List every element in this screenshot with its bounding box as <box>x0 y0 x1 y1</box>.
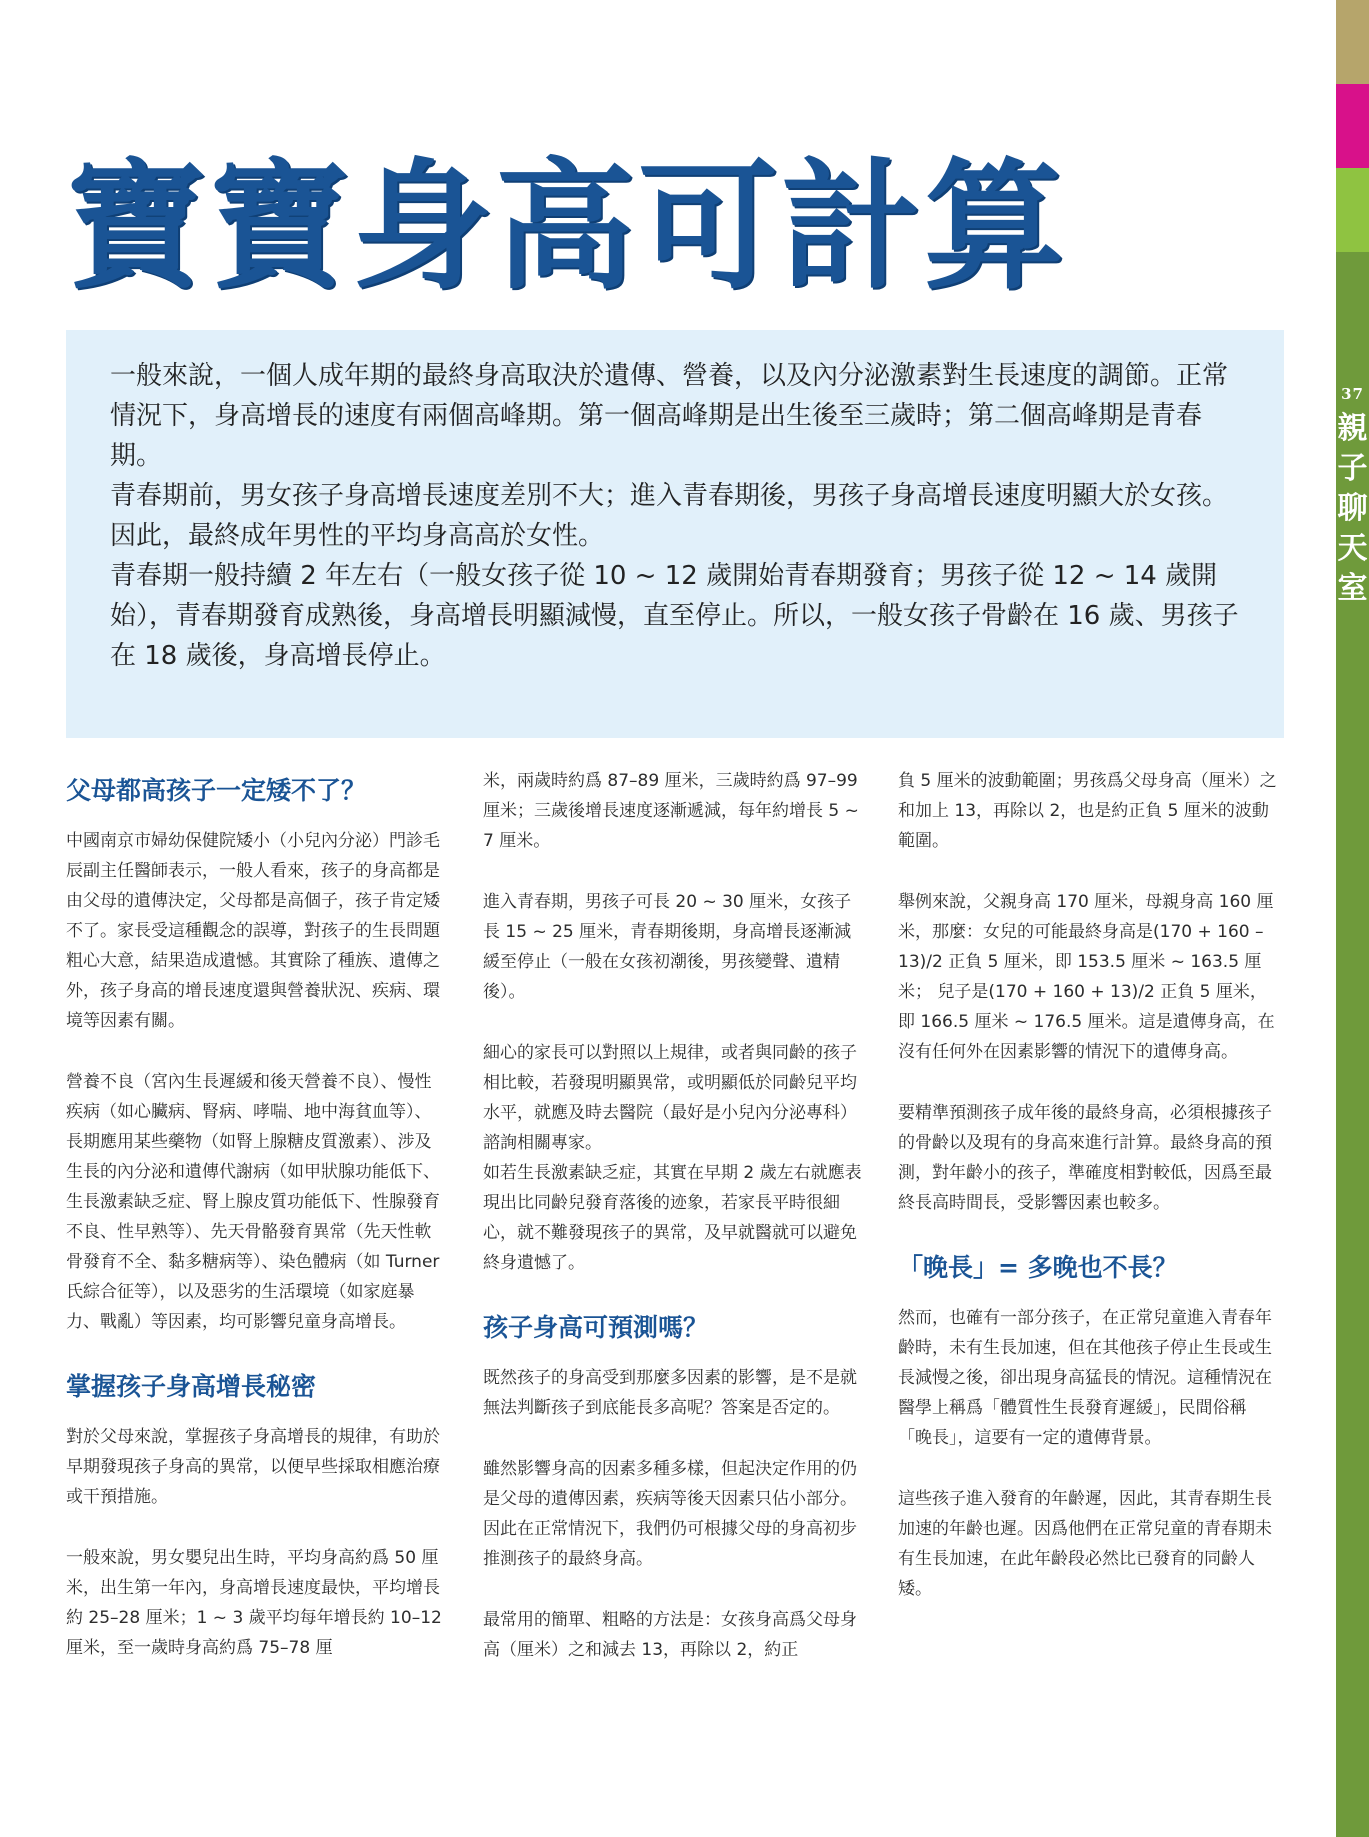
strip-segment-tan <box>1336 0 1369 84</box>
side-label <box>1336 385 1369 609</box>
body-paragraph: 雖然影響身高的因素多種多樣，但起決定作用的仍是父母的遺傳因素，疾病等後天因素只佔小部分。因此在正常情況下，我們仍可根據父母的身高初步推測孩子的最終身高。 <box>483 1459 857 1569</box>
body-paragraph: 要精準預測孩子成年後的最終身高，必須根據孩子的骨齡以及現有的身高來進行計算。最終身高的預測，對年齡小的孩子，準確度相對較低，因爲至最終長高時間長，受影響因素也較多。 <box>898 1103 1272 1213</box>
intro-paragraph: 青春期一般持續 2 年左右（一般女孩子從 10 ~ 12 歲開始青春期發育；男孩子從 12 ~ 14 歲開始），青春期發育成熟後，身高增長明顯減慢，直至停止。所以，一般女孩子骨齡在 16 歲、男孩子在 18 歲後，身高增長停止。 <box>110 561 1239 671</box>
body-paragraph: 對於父母來說，掌握孩子身高增長的規律，有助於早期發現孩子身高的異常，以便早些採取相應治療或干預措施。 <box>66 1427 440 1507</box>
page-number: 37 <box>1341 385 1364 403</box>
section-heading: 掌握孩子身高增長秘密 <box>66 1372 317 1401</box>
body-paragraph: 進入青春期，男孩子可長 20 ~ 30 厘米，女孩子長 15 ~ 25 厘米，青春期後期，身高增長逐漸減緩至停止（一般在女孩初潮後，男孩變聲、遺精後）。 <box>483 892 852 1002</box>
body-paragraph: 營養不良（宮內生長遲緩和後天營養不良）、慢性疾病（如心臟病、腎病、哮喘、地中海貧血等）、長期應用某些藥物（如腎上腺糖皮質激素）、涉及生長的內分泌和遺傳代謝病（如甲狀腺功能低下、生長激素缺乏症、腎上腺皮質功能低下、性腺發育不良、性早熟等）、先天骨骼發育異常（先天性軟骨發育不全、黏多糖病等）、染色體病（如 Turner 氏綜合征等），以及惡劣的生活環境（如家庭暴力、戰亂）等因素，均可影響兒童身高增長。 <box>66 1072 440 1332</box>
column-title-char: 室 <box>1337 571 1368 606</box>
section-heading: 父母都高孩子一定矮不了？ <box>66 776 367 805</box>
body-paragraph: 既然孩子的身高受到那麼多因素的影響，是不是就無法判斷孩子到底能長多高呢？答案是否定的。 <box>483 1368 857 1418</box>
strip-segment-lime <box>1336 168 1369 252</box>
body-paragraph: 這些孩子進入發育的年齡遲，因此，其青春期生長加速的年齡也遲。因爲他們在正常兒童的青春期未有生長加速，在此年齡段必然比已發育的同齡人矮。 <box>898 1489 1272 1599</box>
body-paragraph: 負 5 厘米的波動範圍；男孩爲父母身高（厘米）之和加上 13，再除以 2，也是約正負 5 厘米的波動範圍。 <box>898 771 1277 851</box>
article-column-1 <box>66 772 448 1694</box>
side-color-strip <box>1336 0 1369 1837</box>
body-paragraph: 細心的家長可以對照以上規律，或者與同齡的孩子相比較，若發現明顯異常，或明顯低於同齡兒平均水平，就應及時去醫院（最好是小兒內分泌專科）諮詢相關專家。 <box>483 1043 857 1153</box>
section-heading: 「晚長」= 多晚也不長？ <box>898 1253 1178 1282</box>
article-column-2 <box>483 766 865 1696</box>
body-paragraph: 最常用的簡單、粗略的方法是：女孩身高爲父母身高（厘米）之和減去 13，再除以 2，約正 <box>483 1610 857 1660</box>
section-heading: 孩子身高可預測嗎？ <box>483 1313 709 1342</box>
column-title-char: 聊 <box>1337 491 1368 526</box>
body-paragraph: 中國南京市婦幼保健院矮小（小兒內分泌）門診毛辰副主任醫師表示，一般人看來，孩子的身高都是由父母的遺傳決定，父母都是高個子，孩子肯定矮不了。家長受這種觀念的誤導，對孩子的生長問題粗心大意，結果造成遺憾。其實除了種族、遺傳之外，孩子身高的增長速度還與營養狀況、疾病、環境等因素有關。 <box>66 831 440 1031</box>
intro-paragraph: 青春期前，男女孩子身高增長速度差別不大；進入青春期後，男孩子身高增長速度明顯大於女孩。因此，最終成年男性的平均身高高於女性。 <box>110 481 1229 551</box>
body-paragraph: 然而，也確有一部分孩子，在正常兒童進入青春年齡時，未有生長加速，但在其他孩子停止生長或生長減慢之後，卻出現身高猛長的情況。這種情況在醫學上稱爲「體質性生長發育遲緩」，民間俗稱「晚長」，這要有一定的遺傳背景。 <box>898 1308 1272 1448</box>
intro-paragraph: 一般來說，一個人成年期的最終身高取決於遺傳、營養，以及內分泌激素對生長速度的調節。正常情況下，身高增長的速度有兩個高峰期。第一個高峰期是出生後至三歲時；第二個高峰期是青春期。 <box>110 361 1229 471</box>
intro-box <box>66 330 1284 738</box>
body-paragraph: 如若生長激素缺乏症，其實在早期 2 歲左右就應表現出比同齡兒發育落後的迹象，若家長平時很細心，就不難發現孩子的異常，及早就醫就可以避免終身遺憾了。 <box>483 1163 862 1273</box>
article-title: 寶寶身高可計算 <box>66 146 1068 309</box>
body-paragraph: 一般來說，男女嬰兒出生時，平均身高約爲 50 厘米，出生第一年內，身高增長速度最快，平均增長約 25–28 厘米；1 ~ 3 歲平均每年增長約 10–12 厘米，至一歲時身高約爲 75–78 厘 <box>66 1548 442 1658</box>
body-paragraph: 舉例來說，父親身高 170 厘米，母親身高 160 厘米，那麼：女兒的可能最終身高是(170 + 160 – 13)/2 正負 5 厘米，即 153.5 厘米 ~ 163.5 厘米； 兒子是(170 + 160 + 13)/2 正負 5 厘米，即 166.5 厘米 ~ 176.5 厘米。這是遺傳身高，在沒有任何外在因素影響的情況下的遺傳身高。 <box>898 892 1275 1062</box>
strip-segment-magenta <box>1336 84 1369 168</box>
column-title-char: 子 <box>1337 451 1368 486</box>
column-title-char: 天 <box>1337 531 1368 566</box>
body-paragraph: 米，兩歲時約爲 87–89 厘米，三歲時約爲 97–99 厘米；三歲後增長速度逐漸遞減，每年約增長 5 ~ 7 厘米。 <box>483 771 859 851</box>
column-title-char: 親 <box>1337 411 1368 446</box>
article-column-3 <box>898 766 1280 1635</box>
